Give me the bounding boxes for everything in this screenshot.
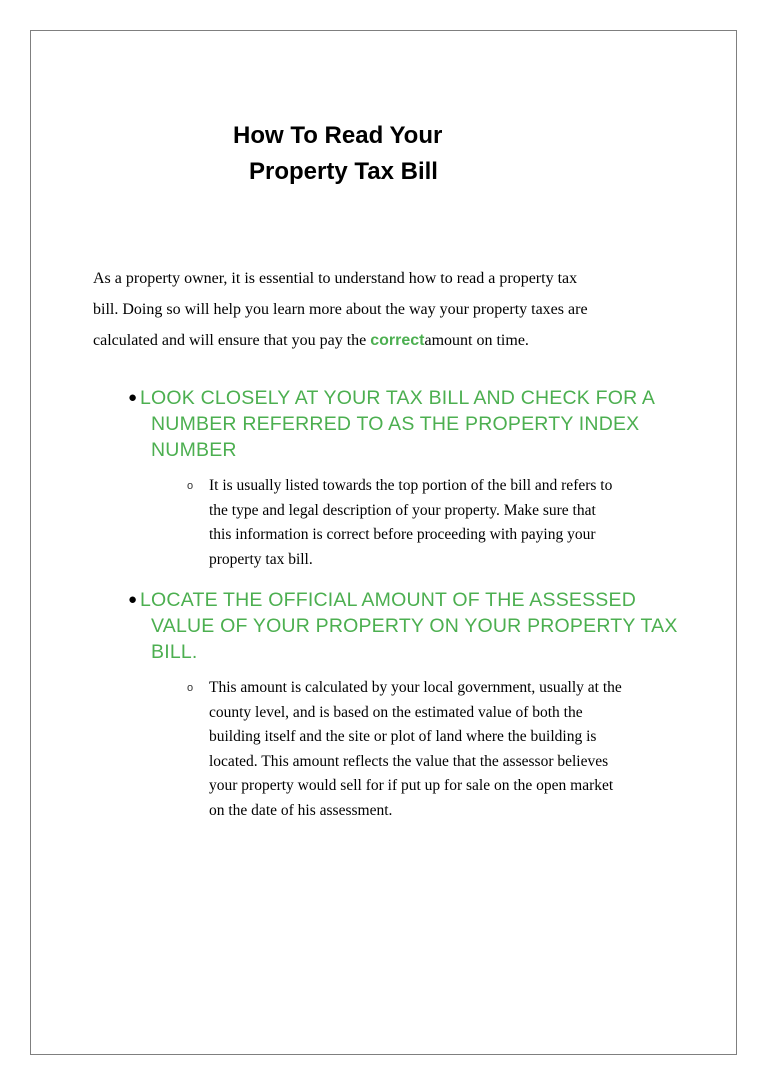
section-2-heading xyxy=(128,587,678,665)
section-1-detail-line-4: property tax bill. xyxy=(209,550,313,568)
section-2-detail-line-1: This amount is calculated by your local government, usually at the xyxy=(209,679,622,696)
section-2-detail-text xyxy=(209,676,679,823)
bullet-dot-icon: ● xyxy=(128,591,138,608)
section-1-heading xyxy=(128,385,655,463)
hollow-circle-icon: o xyxy=(187,682,194,694)
intro-line-3-start: calculated and will ensure that you pay the xyxy=(93,332,371,349)
title-line-2: Property Tax Bill xyxy=(249,158,438,185)
intro-line-3 xyxy=(93,325,693,356)
section-2-detail-line-6: on the date of his assessment. xyxy=(209,801,393,819)
section-1-detail-line-1: It is usually listed towards the top portion of the bill and refers to xyxy=(209,477,613,494)
section-2-detail-line-2: county level, and is based on the estimated value of both the xyxy=(209,703,583,721)
section-1-detail-line-2: the type and legal description of your property. Make sure that xyxy=(209,501,596,519)
intro-line-3-end: amount on time. xyxy=(424,332,529,349)
section-2-detail-line-3: building itself and the site or plot of land where the building is xyxy=(209,728,597,745)
section-2-heading-line-2: VALUE OF YOUR PROPERTY ON YOUR PROPERTY TAX xyxy=(151,615,678,637)
intro-line-2: bill. Doing so will help you learn more about the way your property taxes are xyxy=(93,301,588,318)
section-1-heading-line-2: NUMBER REFERRED TO AS THE PROPERTY INDEX xyxy=(151,413,640,435)
intro-paragraph xyxy=(93,263,693,356)
intro-emphasis-correct: correct xyxy=(370,332,425,349)
section-1-detail-text xyxy=(209,474,679,572)
title-line-1: How To Read Your xyxy=(233,122,443,149)
bullet-dot-icon: ● xyxy=(128,389,138,406)
section-2-detail-line-4: located. This amount reflects the value that the assessor believes xyxy=(209,752,609,770)
intro-line-1: As a property owner, it is essential to understand how to read a property tax xyxy=(93,270,578,287)
section-1-heading-line-1: LOOK CLOSELY AT YOUR TAX BILL AND CHECK FOR A xyxy=(140,387,656,409)
section-1-heading-line-3: NUMBER xyxy=(151,439,237,461)
section-2-heading-line-3: BILL. xyxy=(151,641,198,663)
section-2-detail-line-5: your property would sell for if put up for sale on the open market xyxy=(209,777,614,794)
section-1-detail-line-3: this information is correct before proceeding with paying your xyxy=(209,526,596,543)
hollow-circle-icon: o xyxy=(187,480,194,492)
section-2-heading-line-1: LOCATE THE OFFICIAL AMOUNT OF THE ASSESSED xyxy=(140,589,637,611)
